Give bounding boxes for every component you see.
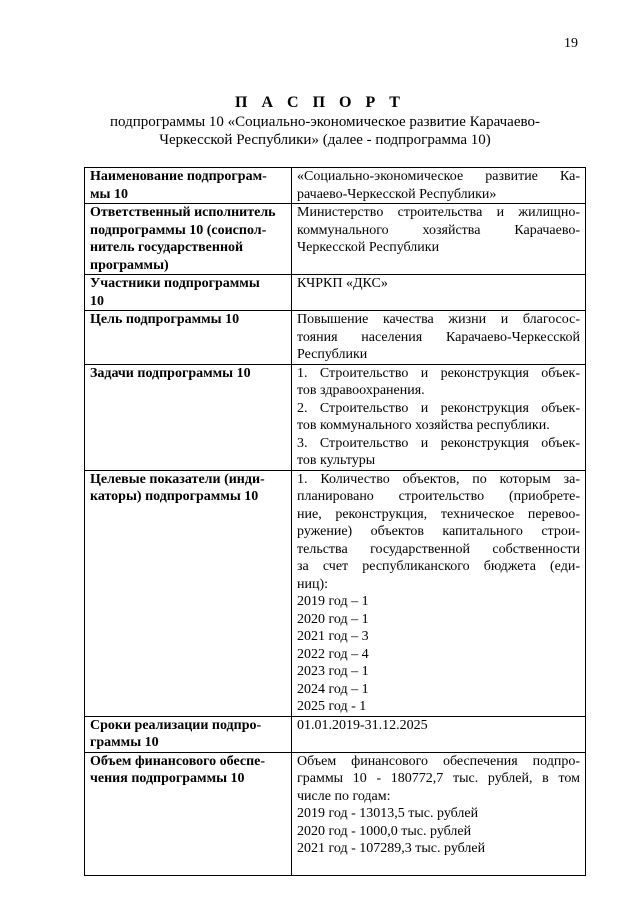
- label-line: Объем финансового обеспе-: [90, 753, 266, 769]
- value-line: 1. Строительство и реконструкция объек-: [297, 365, 580, 381]
- value-line: «Социально-экономическое развитие Ка-: [297, 169, 580, 184]
- value-line: Республики: [297, 347, 368, 362]
- label-line: чения подпрограммы 10: [90, 771, 245, 786]
- value-line: тов здравоохранения.: [297, 383, 425, 398]
- row-value: [292, 716, 586, 752]
- value-line: 2020 год – 1: [297, 611, 369, 627]
- passport-row-funding-volume: [85, 752, 586, 875]
- value-line: 2025 год - 1: [297, 699, 367, 714]
- label-line: каторы) подпрограммы 10: [90, 489, 259, 504]
- row-label: [85, 168, 292, 204]
- subtitle-line: подпрограммы 10 «Социально-экономическое развитие Карачаево-: [110, 114, 540, 130]
- row-label: [85, 716, 292, 752]
- row-label: [85, 311, 292, 365]
- value-line: 2023 год – 1: [297, 664, 369, 679]
- value-line: 01.01.2019-31.12.2025: [297, 717, 428, 733]
- row-value: [292, 752, 586, 875]
- value-line: 3. Строительство и реконструкция объек-: [297, 435, 580, 451]
- row-label: [85, 204, 292, 275]
- value-line: тояния населения Карачаево-Черкесской: [297, 329, 580, 345]
- label-line: подпрограммы 10 (соиспол-: [90, 222, 267, 238]
- value-line: Повышение качества жизни и благосос-: [297, 312, 580, 327]
- value-line: 2019 год - 13013,5 тыс. рублей: [297, 806, 479, 821]
- label-line: Участники подпрограммы: [90, 276, 260, 291]
- row-value: [292, 311, 586, 365]
- value-line: 2020 год - 1000,0 тыс. рублей: [297, 823, 472, 839]
- value-line: Черкесской Республики: [297, 240, 440, 255]
- value-line: 2. Строительство и реконструкция объек-: [297, 400, 580, 416]
- value-line: Объем финансового обеспечения подпро-: [297, 753, 580, 769]
- row-value: [292, 275, 586, 311]
- value-line: коммунального хозяйства Карачаево-: [297, 222, 580, 238]
- value-line: 1. Количество объектов, по которым за-: [297, 471, 580, 487]
- label-line: Наименование подпрограм-: [90, 169, 267, 184]
- passport-row-implementation-period: [85, 716, 586, 752]
- row-label: [85, 752, 292, 875]
- label-line: Ответственный исполнитель: [90, 205, 276, 220]
- document-title: П А С П О Р Т: [235, 94, 405, 111]
- row-value: [292, 364, 586, 470]
- value-line: тов культуры: [297, 453, 376, 468]
- passport-table: [84, 167, 586, 876]
- label-line: Задачи подпрограммы 10: [90, 365, 251, 381]
- value-line: 2019 год – 1: [297, 594, 369, 609]
- value-line: тельства государственной собственности: [297, 541, 580, 557]
- label-line: граммы 10: [90, 735, 159, 750]
- row-value: [292, 168, 586, 204]
- label-line: 10: [90, 293, 104, 309]
- document-subtitle: [88, 113, 562, 149]
- value-line: ние, реконструкция, техническое перевоо-: [297, 506, 580, 522]
- value-line: за счет республиканского бюджета (еди-: [297, 559, 580, 574]
- value-line: тов коммунального хозяйства республики.: [297, 418, 550, 433]
- row-value: [292, 204, 586, 275]
- value-line: 2024 год – 1: [297, 681, 369, 697]
- value-line: ниц):: [297, 576, 329, 592]
- label-line: программы): [90, 257, 169, 273]
- row-label: [85, 364, 292, 470]
- label-line: нитель государственной: [90, 240, 244, 255]
- label-line: Сроки реализации подпро-: [90, 717, 262, 733]
- subtitle-line: Черкесской Республики» (далее - подпрограмма 10): [159, 132, 491, 148]
- value-line: 2021 год – 3: [297, 629, 369, 644]
- value-line: числе по годам:: [297, 788, 391, 804]
- value-line: граммы 10 - 180772,7 тыс. рублей, в том: [297, 771, 580, 786]
- value-line: 2022 год – 4: [297, 646, 369, 662]
- value-line: ружение) объектов капитального строи-: [297, 524, 580, 539]
- label-line: Целевые показатели (инди-: [90, 471, 265, 487]
- page-number: 19: [564, 36, 578, 51]
- value-line: планировано строительство (приобрете-: [297, 489, 580, 504]
- row-label: [85, 470, 292, 716]
- row-value: [292, 470, 586, 716]
- passport-row-target-indicators: [85, 470, 586, 716]
- passport-row-goal: [85, 311, 586, 365]
- row-label: [85, 275, 292, 311]
- passport-row-participants: [85, 275, 586, 311]
- passport-row-tasks: [85, 364, 586, 470]
- label-line: Цель подпрограммы 10: [90, 312, 240, 327]
- value-line: КЧРКП «ДКС»: [297, 276, 388, 291]
- passport-row-subprogram-name: [85, 168, 586, 204]
- value-line: 2021 год - 107289,3 тыс. рублей: [297, 841, 486, 856]
- value-line: Министерство строительства и жилищно-: [297, 205, 580, 220]
- passport-row-responsible-executor: [85, 204, 586, 275]
- label-line: мы 10: [90, 186, 128, 202]
- value-line: рачаево-Черкесской Республики»: [297, 186, 497, 202]
